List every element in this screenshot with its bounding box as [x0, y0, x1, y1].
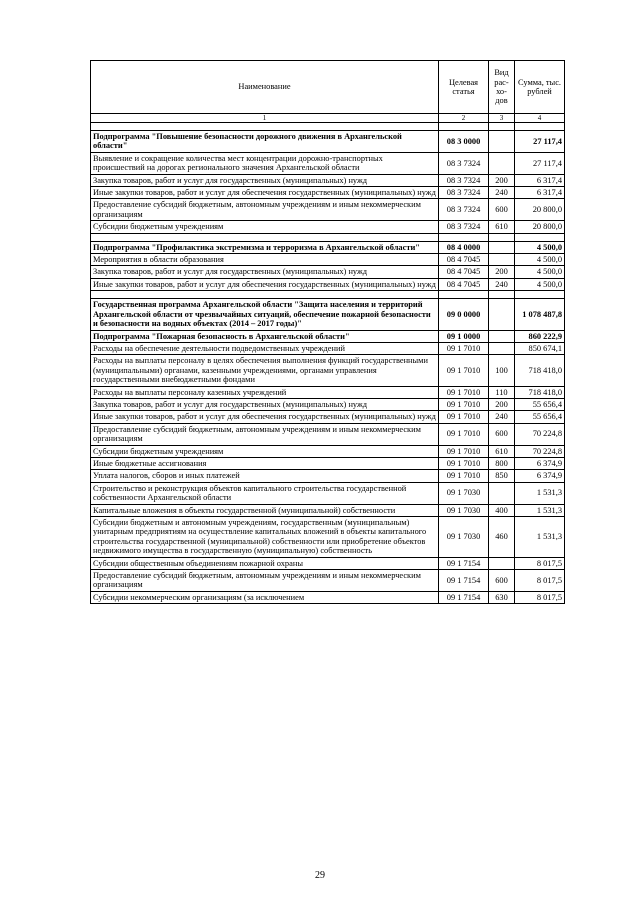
- cell-name: Субсидии общественным объединениям пожарной охраны: [91, 557, 439, 569]
- cell-sum: 4 500,0: [515, 254, 565, 266]
- spacer-cell: [91, 123, 439, 131]
- spacer-cell: [439, 123, 489, 131]
- cell-sum: 8 017,5: [515, 570, 565, 592]
- cell-name: Строительство и реконструкция объектов капитального строительства государственной собственности Архангельской области: [91, 482, 439, 504]
- cell-name: Предоставление субсидий бюджетным, автономным учреждениям и иным некоммерческим организациям: [91, 570, 439, 592]
- table-row-program: [91, 299, 565, 330]
- spacer-cell: [489, 291, 515, 299]
- table-row: [91, 342, 565, 354]
- cell-name: Закупка товаров, работ и услуг для государственных (муниципальных) нужд: [91, 398, 439, 410]
- cell-name: Расходы на выплаты персоналу в целях обеспечения выполнения функций государственными (муниципальными) органами, казенными учреждениями, органами управления государственными внебюджетными фондами: [91, 355, 439, 386]
- cell-vid: 200: [489, 174, 515, 186]
- cell-name: Субсидии некоммерческим организациям (за исключением: [91, 591, 439, 603]
- table-row-program: [91, 131, 565, 153]
- cell-vid: 600: [489, 423, 515, 445]
- cell-name: Иные бюджетные ассигнования: [91, 457, 439, 469]
- column-number-row: [91, 114, 565, 123]
- table-row: [91, 591, 565, 603]
- cell-name: Мероприятия в области образования: [91, 254, 439, 266]
- cell-code: 09 1 7010: [439, 386, 489, 398]
- cell-code: 09 1 7010: [439, 457, 489, 469]
- cell-sum: 1 531,3: [515, 504, 565, 516]
- cell-name: Расходы на выплаты персоналу казенных учреждений: [91, 386, 439, 398]
- cell-sum: 6 317,4: [515, 187, 565, 199]
- cell-sum: 718 418,0: [515, 386, 565, 398]
- cell-name: Закупка товаров, работ и услуг для государственных (муниципальных) нужд: [91, 174, 439, 186]
- cell-vid: 200: [489, 266, 515, 278]
- cell-code: 09 1 7154: [439, 570, 489, 592]
- cell-code: 09 1 7154: [439, 557, 489, 569]
- spacer-row: [91, 123, 565, 131]
- cell-name: Выявление и сокращение количества мест концентрации дорожно-транспортных происшествий на дорогах регионального значения Архангельской области: [91, 152, 439, 174]
- table-row: [91, 174, 565, 186]
- column-number: 4: [515, 114, 565, 123]
- page-number: 29: [315, 870, 325, 881]
- cell-name: Капитальные вложения в объекты государственной (муниципальной) собственности: [91, 504, 439, 516]
- cell-code: 08 4 7045: [439, 266, 489, 278]
- cell-sum: 6 317,4: [515, 174, 565, 186]
- cell-name: Подпрограмма "Пожарная безопасность в Архангельской области": [91, 330, 439, 342]
- spacer-row: [91, 291, 565, 299]
- cell-sum: 27 117,4: [515, 131, 565, 153]
- cell-code: 09 1 7010: [439, 398, 489, 410]
- table-row: [91, 221, 565, 233]
- cell-name: Государственная программа Архангельской области "Защита населения и территорий Архангельской области от чрезвычайных ситуаций, обеспечение пожарной безопасности и безопасности на водных объектах (2014 – 2017 годы)": [91, 299, 439, 330]
- cell-sum: 1 531,3: [515, 482, 565, 504]
- cell-vid: 630: [489, 591, 515, 603]
- cell-code: 09 1 7010: [439, 411, 489, 423]
- cell-code: 09 1 7010: [439, 355, 489, 386]
- spacer-cell: [489, 233, 515, 241]
- column-number: 2: [439, 114, 489, 123]
- cell-code: 09 1 7030: [439, 504, 489, 516]
- cell-vid: [489, 299, 515, 330]
- cell-vid: 800: [489, 457, 515, 469]
- cell-name: Иные закупки товаров, работ и услуг для обеспечения государственных (муниципальных) нужд: [91, 411, 439, 423]
- spacer-cell: [91, 233, 439, 241]
- cell-vid: 850: [489, 470, 515, 482]
- cell-code: 08 3 7324: [439, 187, 489, 199]
- header-code: Целевая статья: [439, 61, 489, 114]
- table-row: [91, 457, 565, 469]
- cell-name: Субсидии бюджетным учреждениям: [91, 221, 439, 233]
- cell-vid: [489, 330, 515, 342]
- cell-vid: 240: [489, 411, 515, 423]
- cell-code: 08 3 7324: [439, 174, 489, 186]
- cell-code: 08 3 7324: [439, 221, 489, 233]
- cell-sum: 55 656,4: [515, 398, 565, 410]
- cell-vid: [489, 241, 515, 253]
- table-row-program: [91, 241, 565, 253]
- cell-name: Подпрограмма "Профилактика экстремизма и терроризма в Архангельской области": [91, 241, 439, 253]
- table-row: [91, 411, 565, 423]
- cell-code: 09 0 0000: [439, 299, 489, 330]
- spacer-cell: [515, 123, 565, 131]
- cell-vid: [489, 482, 515, 504]
- cell-code: 09 1 7010: [439, 342, 489, 354]
- table-row: [91, 445, 565, 457]
- spacer-cell: [439, 291, 489, 299]
- spacer-cell: [439, 233, 489, 241]
- cell-sum: 20 800,0: [515, 221, 565, 233]
- spacer-cell: [489, 123, 515, 131]
- cell-code: 09 1 7030: [439, 517, 489, 558]
- cell-name: Уплата налогов, сборов и иных платежей: [91, 470, 439, 482]
- cell-code: 08 4 0000: [439, 241, 489, 253]
- spacer-row: [91, 233, 565, 241]
- cell-vid: 610: [489, 445, 515, 457]
- cell-vid: [489, 342, 515, 354]
- cell-vid: [489, 131, 515, 153]
- cell-code: 08 3 7324: [439, 199, 489, 221]
- cell-vid: 400: [489, 504, 515, 516]
- table-row: [91, 504, 565, 516]
- cell-vid: 240: [489, 187, 515, 199]
- cell-sum: 4 500,0: [515, 241, 565, 253]
- cell-sum: 6 374,9: [515, 457, 565, 469]
- table-row: [91, 557, 565, 569]
- table-row-program: [91, 330, 565, 342]
- cell-sum: 718 418,0: [515, 355, 565, 386]
- spacer-cell: [91, 291, 439, 299]
- cell-code: 09 1 7154: [439, 591, 489, 603]
- cell-name: Субсидии бюджетным и автономным учреждениям, государственным (муниципальным) унитарным предприятиям на осуществление капитальных вложений в объекты капитального строительства государственной (муниципальной) собственности или приобретение объектов недвижимого имущества в государственную (муниципальную) собственность: [91, 517, 439, 558]
- cell-code: 09 1 7010: [439, 423, 489, 445]
- cell-vid: 600: [489, 570, 515, 592]
- cell-code: 09 1 0000: [439, 330, 489, 342]
- cell-code: 08 3 7324: [439, 152, 489, 174]
- cell-vid: 610: [489, 221, 515, 233]
- cell-vid: 460: [489, 517, 515, 558]
- table-row: [91, 386, 565, 398]
- column-number: 1: [91, 114, 439, 123]
- cell-sum: 20 800,0: [515, 199, 565, 221]
- cell-code: 09 1 7010: [439, 445, 489, 457]
- table-row: [91, 398, 565, 410]
- cell-name: Предоставление субсидий бюджетным, автономным учреждениям и иным некоммерческим организациям: [91, 199, 439, 221]
- cell-vid: [489, 152, 515, 174]
- cell-vid: 200: [489, 398, 515, 410]
- cell-code: 09 1 7030: [439, 482, 489, 504]
- table-row: [91, 517, 565, 558]
- cell-sum: 6 374,9: [515, 470, 565, 482]
- cell-name: Подпрограмма "Повышение безопасности дорожного движения в Архангельской области": [91, 131, 439, 153]
- cell-vid: 240: [489, 278, 515, 290]
- cell-name: Расходы на обеспечение деятельности подведомственных учреждений: [91, 342, 439, 354]
- cell-code: 08 3 0000: [439, 131, 489, 153]
- cell-name: Субсидии бюджетным учреждениям: [91, 445, 439, 457]
- header-name: Наименование: [91, 61, 439, 114]
- table-row: [91, 570, 565, 592]
- table-header-row: [91, 61, 565, 114]
- cell-code: 08 4 7045: [439, 278, 489, 290]
- budget-table: [90, 60, 565, 604]
- cell-code: 08 4 7045: [439, 254, 489, 266]
- spacer-cell: [515, 233, 565, 241]
- table-row: [91, 266, 565, 278]
- table-row: [91, 278, 565, 290]
- cell-name: Закупка товаров, работ и услуг для государственных (муниципальных) нужд: [91, 266, 439, 278]
- cell-sum: 1 078 487,8: [515, 299, 565, 330]
- cell-vid: 100: [489, 355, 515, 386]
- cell-code: 09 1 7010: [439, 470, 489, 482]
- table-row: [91, 254, 565, 266]
- cell-name: Иные закупки товаров, работ и услуг для обеспечения государственных (муниципальных) нужд: [91, 187, 439, 199]
- header-sum: Сумма, тыс. рублей: [515, 61, 565, 114]
- cell-sum: 4 500,0: [515, 266, 565, 278]
- cell-sum: 55 656,4: [515, 411, 565, 423]
- cell-vid: 600: [489, 199, 515, 221]
- table-row: [91, 187, 565, 199]
- table-row: [91, 355, 565, 386]
- cell-name: Иные закупки товаров, работ и услуг для обеспечения государственных (муниципальных) нужд: [91, 278, 439, 290]
- cell-sum: 70 224,8: [515, 445, 565, 457]
- column-number: 3: [489, 114, 515, 123]
- cell-sum: 70 224,8: [515, 423, 565, 445]
- cell-sum: 4 500,0: [515, 278, 565, 290]
- header-vid: Вид рас- хо- дов: [489, 61, 515, 114]
- table-row: [91, 423, 565, 445]
- table-row: [91, 199, 565, 221]
- cell-vid: [489, 254, 515, 266]
- cell-sum: 850 674,1: [515, 342, 565, 354]
- cell-name: Предоставление субсидий бюджетным, автономным учреждениям и иным некоммерческим организациям: [91, 423, 439, 445]
- spacer-cell: [515, 291, 565, 299]
- table-row: [91, 470, 565, 482]
- cell-vid: 110: [489, 386, 515, 398]
- table-row: [91, 152, 565, 174]
- cell-sum: 860 222,9: [515, 330, 565, 342]
- cell-sum: 8 017,5: [515, 591, 565, 603]
- cell-vid: [489, 557, 515, 569]
- cell-sum: 27 117,4: [515, 152, 565, 174]
- table-row: [91, 482, 565, 504]
- cell-sum: 8 017,5: [515, 557, 565, 569]
- cell-sum: 1 531,3: [515, 517, 565, 558]
